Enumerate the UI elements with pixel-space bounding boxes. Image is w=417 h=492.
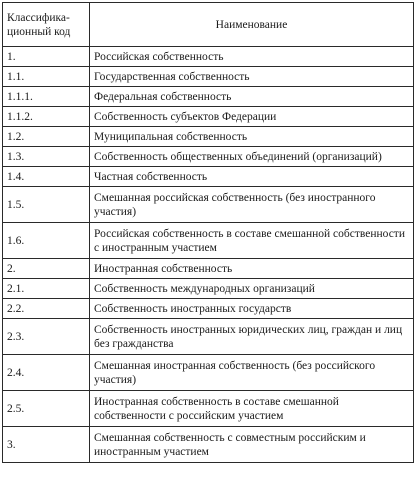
ownership-name-cell: Российская собственность в составе смешанной собственности с иностранным участием (90, 223, 414, 259)
ownership-name-cell: Смешанная иностранная собственность (без российского участия) (90, 355, 414, 391)
ownership-name-cell: Государственная собственность (90, 67, 414, 87)
table-row (3, 259, 414, 279)
ownership-name-cell: Собственность международных организаций (90, 279, 414, 299)
classification-code-cell: 2.2. (3, 299, 90, 319)
ownership-name-cell: Иностранная собственность в составе смешанной собственности с российским участием (90, 391, 414, 427)
classification-code-cell: 1.3. (3, 147, 90, 167)
table-row (3, 107, 414, 127)
table-row (3, 147, 414, 167)
classification-code-cell: 1.4. (3, 167, 90, 187)
classification-code-cell: 2. (3, 259, 90, 279)
classification-code-cell: 1.1.1. (3, 87, 90, 107)
ownership-name-cell: Федеральная собственность (90, 87, 414, 107)
classification-code-cell: 2.4. (3, 355, 90, 391)
ownership-classification-table (2, 2, 414, 463)
classification-code-cell: 1.5. (3, 187, 90, 223)
ownership-name-cell: Смешанная собственность с совместным российским и иностранным участием (90, 427, 414, 463)
table-row (3, 299, 414, 319)
ownership-name-cell: Иностранная собственность (90, 259, 414, 279)
classification-code-cell: 2.5. (3, 391, 90, 427)
table-row (3, 279, 414, 299)
classification-code-cell: 1.1.2. (3, 107, 90, 127)
classification-code-cell: 1.6. (3, 223, 90, 259)
classification-code-cell: 2.1. (3, 279, 90, 299)
table-row (3, 391, 414, 427)
ownership-name-cell: Российская собственность (90, 47, 414, 67)
ownership-name-cell: Собственность субъектов Федерации (90, 107, 414, 127)
table-row (3, 187, 414, 223)
column-header-name: Наименование (90, 3, 414, 47)
table-row (3, 319, 414, 355)
table-row (3, 127, 414, 147)
table-row (3, 223, 414, 259)
table-row (3, 427, 414, 463)
ownership-name-cell: Частная собственность (90, 167, 414, 187)
classification-code-cell: 1.1. (3, 67, 90, 87)
table-body (3, 47, 414, 463)
table-row (3, 167, 414, 187)
column-header-code: Классифика-ционный код (3, 3, 90, 47)
classification-code-cell: 2.3. (3, 319, 90, 355)
ownership-name-cell: Собственность иностранных государств (90, 299, 414, 319)
table-header-row (3, 3, 414, 47)
classification-code-cell: 1.2. (3, 127, 90, 147)
ownership-name-cell: Собственность иностранных юридических лиц, граждан и лиц без гражданства (90, 319, 414, 355)
ownership-name-cell: Смешанная российская собственность (без иностранного участия) (90, 187, 414, 223)
table-row (3, 47, 414, 67)
classification-code-cell: 3. (3, 427, 90, 463)
table-row (3, 67, 414, 87)
ownership-name-cell: Муниципальная собственность (90, 127, 414, 147)
table-row (3, 87, 414, 107)
table-row (3, 355, 414, 391)
classification-code-cell: 1. (3, 47, 90, 67)
ownership-name-cell: Собственность общественных объединений (организаций) (90, 147, 414, 167)
